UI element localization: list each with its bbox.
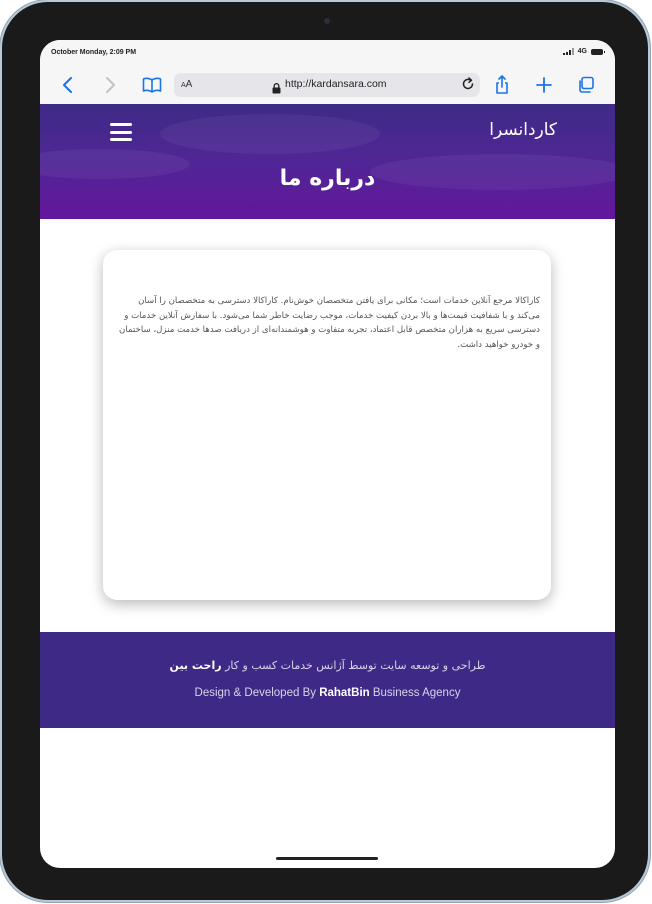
tabs-icon[interactable]: [574, 74, 598, 96]
status-bar: [40, 40, 615, 66]
site-logo[interactable]: کاردانسرا: [489, 120, 557, 140]
status-indicators: [563, 48, 603, 55]
network-type: 4G: [577, 48, 587, 55]
new-tab-icon[interactable]: [532, 74, 556, 96]
page-header: [40, 104, 615, 219]
browser-toolbar: [40, 66, 615, 105]
hamburger-icon[interactable]: [110, 123, 132, 141]
front-camera: [324, 18, 330, 24]
reload-icon[interactable]: [460, 76, 476, 96]
forward-icon[interactable]: [98, 74, 122, 96]
footer-credit-fa: طراحی و توسعه سایت توسط آژانس خدمات کسب و کار راحت بین: [169, 659, 486, 672]
battery-icon: [591, 49, 603, 55]
tablet-frame: [2, 2, 648, 900]
footer-agency-link-fa[interactable]: راحت بین: [169, 659, 222, 672]
footer-credit-en: Design & Developed By RahatBin Business Agency: [194, 687, 461, 699]
text-size-button[interactable]: AA: [181, 79, 193, 90]
home-indicator[interactable]: [276, 857, 378, 860]
address-bar[interactable]: [174, 73, 480, 97]
url-text[interactable]: http://kardansara.com: [285, 78, 387, 90]
signal-icon: [563, 48, 574, 55]
page-title: درباره ما: [279, 166, 376, 191]
screen: [40, 40, 615, 868]
footer: [40, 632, 615, 728]
header-cloud-decoration: [160, 114, 380, 154]
about-card: [103, 250, 551, 600]
back-icon[interactable]: [56, 74, 80, 96]
about-text: کاراکالا مرجع آنلاین خدمات است؛ مکانی برای یافتن متخصصان خوش‌نام. کاراکالا دسترسی به متخصصان را آسان می‌کند و با شفافیت قیمت‌ها و بالا بردن کیفیت خدمات، موجب رضایت خاطر شما می‌شود. با سفارش آنلاین خدمات و دسترسی سریع به هزاران متخصص قابل اعتماد، تجربه متفاوت و هوشمندانه‌ای از دریافت صدها خدمت منزل، ساختمان و خودرو خواهید داشت.: [119, 296, 540, 350]
status-time: October Monday, 2:09 PM: [51, 49, 137, 56]
lock-icon: [272, 79, 281, 98]
share-icon[interactable]: [490, 74, 514, 96]
bookmarks-icon[interactable]: [140, 74, 164, 96]
footer-agency-link-en[interactable]: RahatBin: [319, 687, 370, 699]
